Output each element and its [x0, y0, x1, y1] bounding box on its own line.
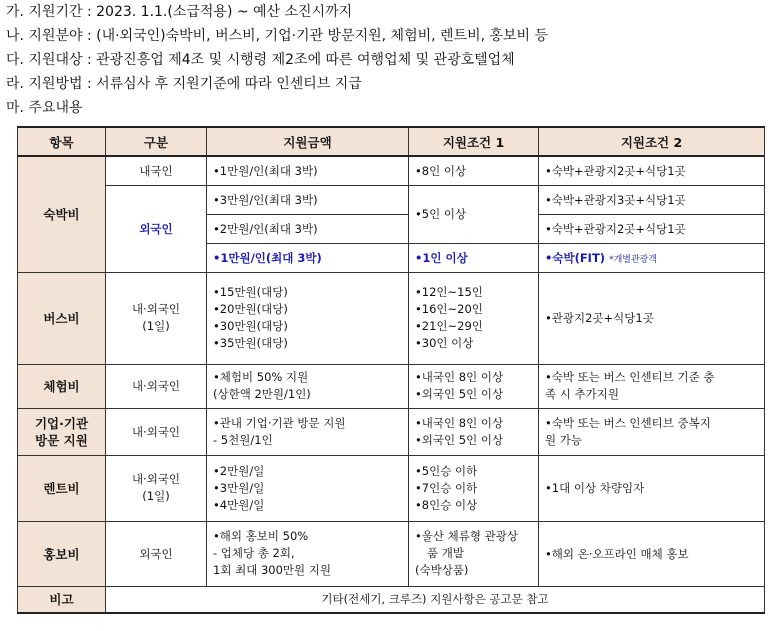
- intro-fields: 나. 지원분야 : (내·외국인)숙박비, 버스비, 기업·기관 방문지원, 체험비, 렌트비, 홍보비 등: [6, 28, 549, 44]
- lodging-amount-4: •1만원/인(최대 3박): [207, 243, 409, 272]
- visit-cond2-line: •숙박 또는 버스 인센티브 중복지: [545, 415, 711, 430]
- table-row: [18, 408, 765, 455]
- lodging-cond1-4: •1인 이상: [409, 243, 539, 272]
- bus-cond1-line: •30인 이상: [415, 336, 474, 350]
- promo-amount-line: •해외 홍보비 50%: [213, 529, 309, 543]
- header-item: 항목: [18, 127, 106, 156]
- bus-division: [106, 272, 207, 364]
- visit-amount-line: - 5천원/1인: [213, 432, 273, 447]
- lodging-amount-2: •3만원/인(최대 3박): [207, 185, 409, 214]
- table-row: [18, 185, 765, 214]
- lodging-cond2-3: •숙박+관광지2곳+식당1곳: [539, 214, 765, 243]
- visit-cond1-line: •외국인 5인 이상: [415, 432, 504, 447]
- promo-cond2: •해외 온·오프라인 매체 홍보: [539, 521, 765, 586]
- table-row: [18, 586, 765, 613]
- experience-division: 내·외국인: [106, 364, 207, 408]
- bus-division-line: (1일): [142, 319, 170, 333]
- bus-amount-line: •30만원(대당): [213, 319, 288, 333]
- lodging-foreign: 외국인: [106, 185, 207, 272]
- experience-cond2-line: •숙박 또는 버스 인센티브 기준 충: [545, 370, 715, 384]
- lodging-cond2-1: •숙박+관광지2곳+식당1곳: [539, 156, 765, 185]
- visit-cond1: [409, 408, 539, 455]
- experience-amount-line: (상한액 2만원/1인): [213, 387, 311, 401]
- intro-period: 가. 지원기간 : 2023. 1.1.(소급적용) ~ 예산 소진시까지: [6, 4, 353, 20]
- promo-cond1: [409, 521, 539, 586]
- bus-cond1-line: •12인~15인: [415, 285, 483, 299]
- row-label-experience: 체험비: [18, 364, 106, 408]
- rent-amount-line: •4만원/일: [213, 497, 265, 512]
- header-condition-1: 지원조건 1: [409, 127, 539, 156]
- rent-cond1-line: •8인승 이상: [415, 497, 478, 512]
- visit-label-line: 방문 지원: [35, 432, 88, 448]
- rent-amount: [207, 455, 409, 521]
- lodging-fit-text: •숙박(FIT): [545, 250, 606, 265]
- rent-cond1: [409, 455, 539, 521]
- rent-cond2: •1대 이상 차량임자: [539, 455, 765, 521]
- visit-cond2: [539, 408, 765, 455]
- experience-amount: [207, 364, 409, 408]
- row-label-promo: 홍보비: [18, 521, 106, 586]
- lodging-cond1-23: •5인 이상: [409, 185, 539, 243]
- bus-amount-line: •20만원(대당): [213, 302, 288, 316]
- experience-cond2: [539, 364, 765, 408]
- rent-division-line: 내·외국인: [131, 472, 181, 486]
- intro-target: 다. 지원대상 : 관광진흥업 제4조 및 시행령 제2조에 따른 여행업체 및 관광호텔업체: [6, 52, 515, 68]
- intro-section: [6, 0, 766, 120]
- table-row: [18, 455, 765, 521]
- rent-division-line: (1일): [142, 489, 170, 503]
- promo-amount-line: - 업체당 총 2회,: [213, 546, 295, 560]
- lodging-cond2-4: [539, 243, 765, 272]
- promo-amount-line: 1회 최대 300만원 지원: [213, 563, 331, 577]
- lodging-fit-note: *개별관광객: [609, 254, 658, 265]
- experience-cond1-line: •외국인 5인 이상: [415, 387, 504, 401]
- bus-amount-line: •35만원(대당): [213, 336, 288, 350]
- lodging-cond2-2: •숙박+관광지3곳+식당1곳: [539, 185, 765, 214]
- promo-amount: [207, 521, 409, 586]
- bus-cond1-line: •16인~20인: [415, 302, 483, 316]
- lodging-cond1-1: •8인 이상: [409, 156, 539, 185]
- rent-cond1-line: •5인승 이하: [415, 463, 478, 478]
- visit-label-line: 기업·기관: [34, 415, 89, 431]
- table-row: [18, 364, 765, 408]
- note-text: 기타(전세기, 크루즈) 지원사항은 공고문 참고: [106, 586, 765, 613]
- promo-cond1-line: 품 개발: [427, 546, 464, 560]
- rent-cond1-line: •7인승 이하: [415, 480, 478, 495]
- table-row: [18, 521, 765, 586]
- visit-cond1-line: •내국인 8인 이상: [415, 415, 504, 430]
- experience-cond1-line: •내국인 8인 이상: [415, 370, 504, 384]
- promo-cond1-line: (숙박상품): [415, 563, 469, 577]
- row-label-lodging: 숙박비: [18, 156, 106, 272]
- row-label-visit: [18, 408, 106, 455]
- table-header-row: [18, 127, 765, 156]
- experience-amount-line: •체험비 50% 지원: [213, 370, 309, 384]
- lodging-domestic: 내국인: [106, 156, 207, 185]
- rent-division: [106, 455, 207, 521]
- row-label-note: 비고: [18, 586, 106, 613]
- bus-amount: [207, 272, 409, 364]
- lodging-amount-1: •1만원/인(최대 3박): [207, 156, 409, 185]
- bus-amount-line: •15만원(대당): [213, 285, 288, 299]
- header-condition-2: 지원조건 2: [539, 127, 765, 156]
- lodging-amount-3: •2만원/인(최대 3박): [207, 214, 409, 243]
- visit-amount: [207, 408, 409, 455]
- table-row: [18, 156, 765, 185]
- header-division: 구분: [106, 127, 207, 156]
- experience-cond1: [409, 364, 539, 408]
- support-table: [17, 126, 765, 614]
- rent-amount-line: •2만원/일: [213, 463, 265, 478]
- experience-cond2-line: 족 시 추가지원: [545, 387, 619, 401]
- visit-cond2-line: 원 가능: [545, 432, 582, 447]
- bus-cond2: •관광지2곳+식당1곳: [539, 272, 765, 364]
- intro-main: 마. 주요내용: [6, 100, 83, 116]
- rent-amount-line: •3만원/일: [213, 480, 265, 495]
- promo-division: 외국인: [106, 521, 207, 586]
- row-label-bus: 버스비: [18, 272, 106, 364]
- bus-division-line: 내·외국인: [131, 302, 181, 316]
- visit-division: 내·외국인: [106, 408, 207, 455]
- promo-cond1-line: •울산 체류형 관광상: [415, 529, 518, 543]
- bus-cond1: [409, 272, 539, 364]
- header-amount: 지원금액: [207, 127, 409, 156]
- visit-amount-line: •관내 기업·기관 방문 지원: [213, 415, 346, 430]
- table-row: [18, 272, 765, 364]
- bus-cond1-line: •21인~29인: [415, 319, 483, 333]
- row-label-rent: 렌트비: [18, 455, 106, 521]
- intro-method: 라. 지원방법 : 서류심사 후 지원기준에 따라 인센티브 지급: [6, 76, 362, 92]
